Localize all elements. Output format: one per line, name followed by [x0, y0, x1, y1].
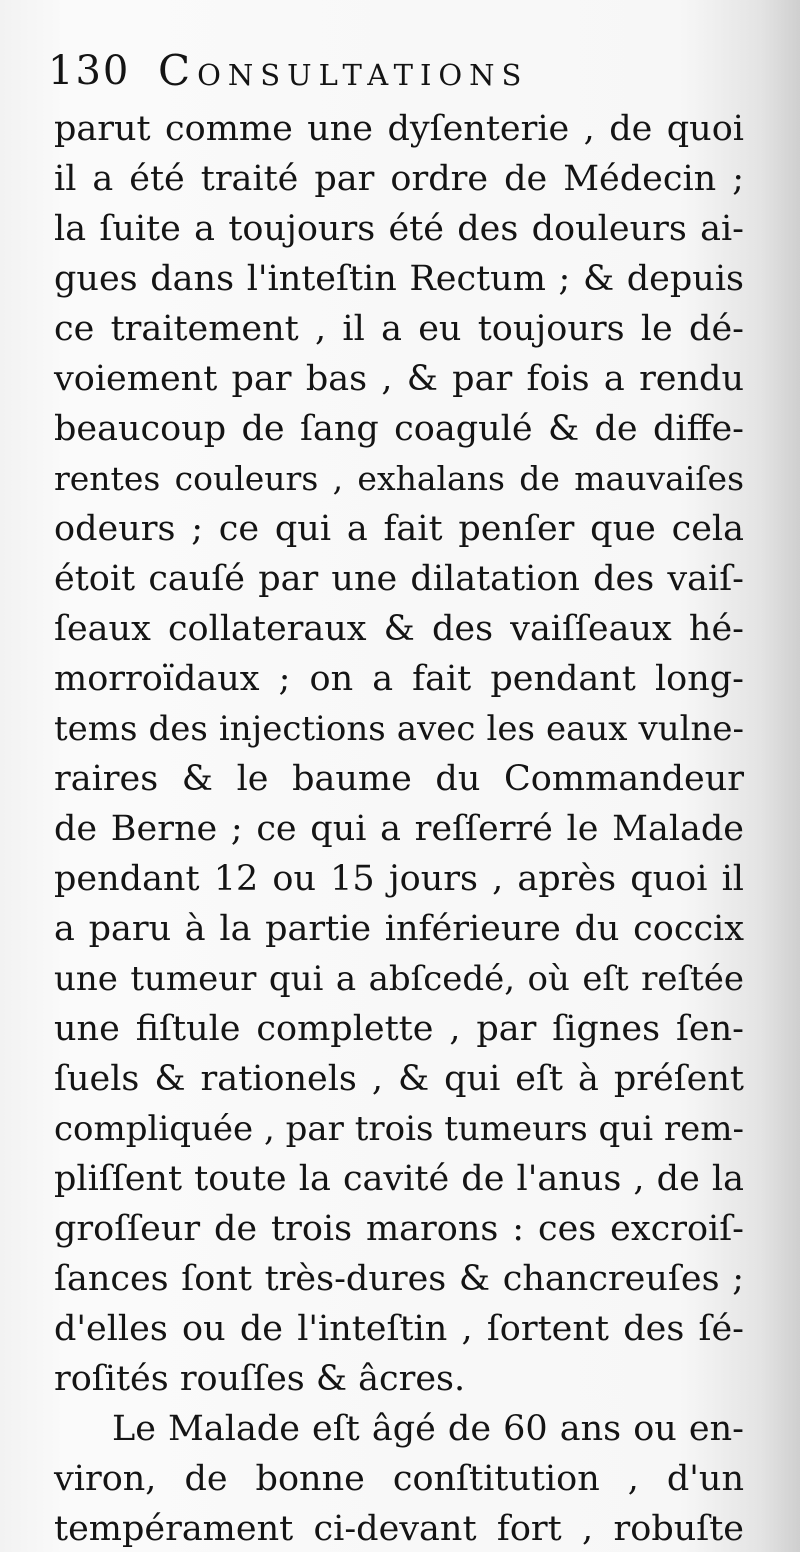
- page-number: 130: [48, 48, 131, 94]
- text-line: beaucoup de ſang coagulé & de diffe-: [54, 409, 744, 449]
- text-line: ce traitement , il a eu toujours le dé-: [54, 309, 744, 349]
- body-text: [54, 104, 744, 1552]
- text-line: tempérament ci-devant fort , robuſte: [54, 1509, 744, 1549]
- text-line: une fiſtule complette , par ſignes ſen-: [54, 1009, 744, 1049]
- text-line: compliquée , par trois tumeurs qui rem-: [54, 1109, 744, 1149]
- text-line: raires & le baume du Commandeur: [54, 759, 744, 799]
- text-line: rentes couleurs , exhalans de mauvaiſes: [54, 459, 744, 498]
- text-line: ſuels & rationels , & qui eſt à préſent: [54, 1059, 744, 1099]
- text-line: étoit cauſé par une dilatation des vaiſ-: [54, 559, 744, 599]
- text-line: pliſſent toute la cavité de l'anus , de la: [54, 1159, 744, 1199]
- text-line: ſances ſont très-dures & chancreuſes ;: [54, 1259, 744, 1299]
- text-line: il a été traité par ordre de Médecin ;: [54, 159, 744, 199]
- running-title: Consultations: [158, 46, 529, 95]
- text-line: de Berne ; ce qui a reſſerré le Malade: [54, 809, 744, 849]
- text-line: la ſuite a toujours été des douleurs ai-: [54, 209, 744, 249]
- text-line: groſſeur de trois marons : ces excroiſ-: [54, 1209, 744, 1249]
- text-line: parut comme une dyſenterie , de quoi: [54, 109, 744, 149]
- text-line: d'elles ou de l'inteſtin , ſortent des ſé-: [54, 1309, 744, 1349]
- text-line: tems des injections avec les eaux vulne-: [54, 709, 744, 749]
- page-header: [48, 48, 748, 100]
- text-line: Le Malade eſt âgé de 60 ans ou en-: [112, 1409, 744, 1449]
- text-line: gues dans l'inteſtin Rectum ; & depuis: [54, 259, 744, 299]
- text-line: une tumeur qui a abſcedé, où eſt reſtée: [54, 959, 744, 999]
- text-line: ſeaux collateraux & des vaiſſeaux hé-: [54, 609, 744, 649]
- text-line: voiement par bas , & par fois a rendu: [54, 359, 744, 399]
- text-line: odeurs ; ce qui a fait penſer que cela: [54, 509, 744, 549]
- text-line: a paru à la partie inférieure du coccix: [54, 909, 744, 949]
- text-line: pendant 12 ou 15 jours , après quoi il: [54, 859, 744, 899]
- text-line: viron, de bonne conſtitution , d'un: [54, 1459, 744, 1499]
- text-line: morroïdaux ; on a fait pendant long-: [54, 659, 744, 699]
- text-line: roſités rouſſes & âcres.: [54, 1359, 466, 1399]
